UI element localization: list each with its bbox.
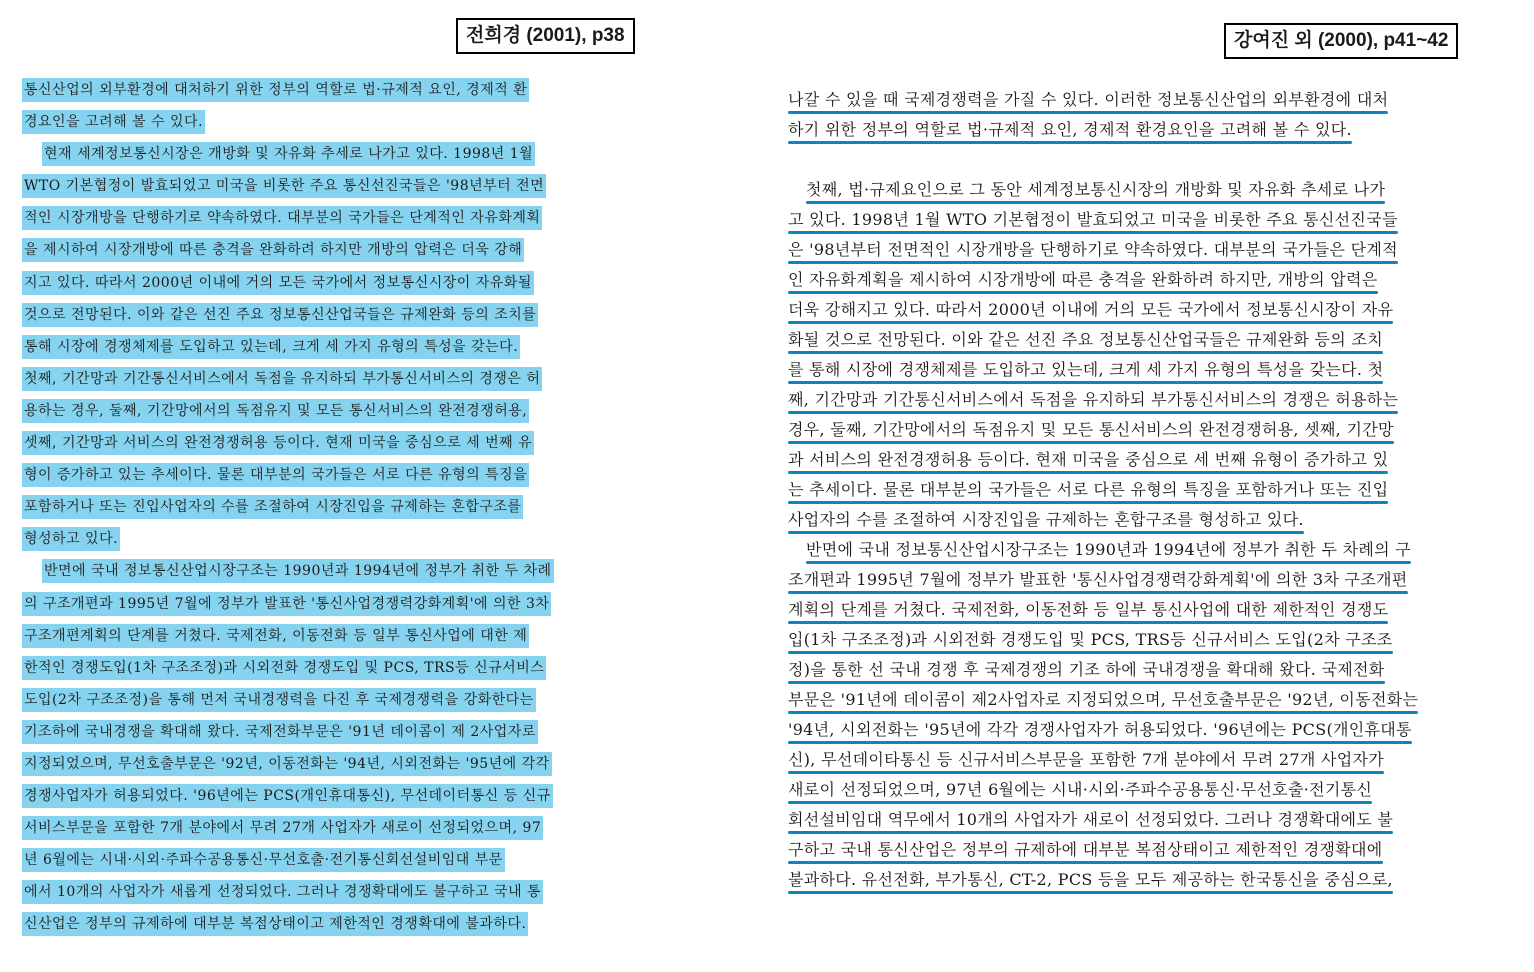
highlighted-line <box>22 876 638 908</box>
highlighted-line <box>22 395 638 427</box>
line-text: 화될 것으로 전망된다. 이와 같은 선진 주요 정보통신산업국들은 규제완화 등의 조치 <box>788 330 1383 349</box>
underline-mark <box>788 891 1393 894</box>
highlighted-text: 지고 있다. 따라서 2000년 이내에 거의 모든 국가에서 정보통신시장이 자유화될 <box>22 271 534 295</box>
highlighted-line <box>22 427 638 459</box>
underlined-line <box>788 298 1484 328</box>
underline-mark <box>788 411 1398 414</box>
highlighted-line <box>22 202 638 234</box>
highlighted-line <box>22 748 638 780</box>
highlighted-text: 을 제시하여 시장개방에 따른 충격을 완화하려 하지만 개방의 압력은 더욱 강해 <box>22 238 524 262</box>
underlined-line <box>788 628 1484 658</box>
highlighted-text: 경요인을 고려해 볼 수 있다. <box>22 110 205 134</box>
underline-mark <box>788 291 1378 294</box>
highlighted-line <box>22 780 638 812</box>
highlighted-text: 경쟁사업자가 허용되었다. '96년에는 PCS(개인휴대통신), 무선데이터통신 등 신규 <box>22 784 553 808</box>
highlighted-line <box>22 844 638 876</box>
underline-mark <box>788 351 1383 354</box>
underlined-line <box>788 328 1484 358</box>
underline-mark <box>788 771 1384 774</box>
underline-mark <box>788 861 1383 864</box>
highlighted-line <box>22 138 638 170</box>
underline-mark <box>806 201 1385 204</box>
underlined-line <box>788 418 1484 448</box>
line-text: 불과하다. 유선전화, 부가통신, CT-2, PCS 등을 모두 제공하는 한국통신을 중심으로, <box>788 870 1393 889</box>
underline-mark <box>788 681 1385 684</box>
underlined-line <box>788 868 1484 898</box>
line-text: 조개편과 1995년 7월에 정부가 발표한 '통신사업경쟁력강화계획'에 의한 3차 구조개편 <box>788 570 1408 589</box>
highlighted-text: 통신산업의 외부환경에 대처하기 위한 정부의 역할로 법·규제적 요인, 경제적 환 <box>22 78 529 102</box>
underlined-line <box>788 508 1484 538</box>
line-text: 입(1차 구조조정)과 시외전화 경쟁도입 및 PCS, TRS등 신규서비스 도입(2차 구조조 <box>788 630 1393 649</box>
highlighted-text: 포함하거나 또는 진입사업자의 수를 조절하여 시장진입을 규제하는 혼합구조를 <box>22 495 523 519</box>
line-text: 를 통해 시장에 경쟁체제를 도입하고 있는데, 크게 세 가지 유형의 특성을 갖는다. 첫 <box>788 360 1384 379</box>
highlighted-text: 통해 시장에 경쟁체제를 도입하고 있는데, 크게 세 가지 유형의 특성을 갖는다. <box>22 335 520 359</box>
line-text: 인 자유화계획을 제시하여 시장개방에 따른 충격을 완화하려 하지만, 개방의 압력은 <box>788 270 1378 289</box>
highlighted-text: 구조개편계획의 단계를 거쳤다. 국제전화, 이동전화 등 일부 통신사업에 대한 제 <box>22 624 529 648</box>
underline-mark <box>788 711 1418 714</box>
right-document-page <box>788 88 1484 898</box>
highlighted-line <box>22 588 638 620</box>
underline-mark <box>788 501 1388 504</box>
underlined-line <box>788 238 1484 268</box>
line-text: 구하고 국내 통신산업은 정부의 규제하에 대부분 복점상태이고 제한적인 경쟁확대에 <box>788 840 1383 859</box>
underlined-line <box>788 118 1484 148</box>
line-text: '94년, 시외전화는 '95년에 각각 경쟁사업자가 허용되었다. '96년에는 PCS(개인휴대통 <box>788 720 1412 739</box>
highlighted-line <box>22 170 638 202</box>
underline-mark <box>788 531 1304 534</box>
underlined-line <box>788 568 1484 598</box>
underlined-line <box>788 538 1484 568</box>
highlighted-line <box>22 716 638 748</box>
highlighted-line <box>22 299 638 331</box>
underlined-line <box>788 358 1484 388</box>
highlighted-text: 형성하고 있다. <box>22 527 120 551</box>
highlighted-text: 셋째, 기간망과 서비스의 완전경쟁허용 등이다. 현재 미국을 중심으로 세 번째 유 <box>22 431 534 455</box>
highlighted-text: 첫째, 기간망과 기간통신서비스에서 독점을 유지하되 부가통신서비스의 경쟁은 허 <box>22 367 542 391</box>
highlighted-text: 신산업은 정부의 규제하에 대부분 복점상태이고 제한적인 경쟁확대에 불과하다. <box>22 912 528 936</box>
underline-mark <box>788 381 1383 384</box>
line-text: 하기 위한 정부의 역할로 법·규제적 요인, 경제적 환경요인을 고려해 볼 수 있다. <box>788 120 1352 139</box>
line-text: 신), 무선데이타통신 등 신규서비스부문을 포함한 7개 분야에서 무려 27개 사업자가 <box>788 750 1385 769</box>
underline-mark <box>806 561 1411 564</box>
underlined-line <box>788 268 1484 298</box>
line-text: 고 있다. 1998년 1월 WTO 기본협정이 발효되었고 미국을 비롯한 주요 통신선진국들 <box>788 210 1398 229</box>
line-text: 은 '98년부터 전면적인 시장개방을 단행하기로 약속하였다. 대부분의 국가들은 단계적 <box>788 240 1398 259</box>
underline-mark <box>788 321 1393 324</box>
right-source-label: 강여진 외 (2000), p41~42 <box>1224 23 1458 59</box>
underlined-line <box>788 838 1484 868</box>
underline-mark <box>788 621 1388 624</box>
highlighted-line <box>22 363 638 395</box>
highlighted-text: 의 구조개편과 1995년 7월에 정부가 발표한 '통신사업경쟁력강화계획'에 의한 3차 <box>22 592 551 616</box>
highlighted-text: 년 6월에는 시내·시외·주파수공용통신·무선호출·전기통신회선설비임대 부문 <box>22 848 505 872</box>
underlined-line <box>788 478 1484 508</box>
highlighted-text: 형이 증가하고 있는 추세이다. 물론 대부분의 국가들은 서로 다른 유형의 특징을 <box>22 463 529 487</box>
highlighted-text: 용하는 경우, 둘째, 기간망에서의 독점유지 및 모든 통신서비스의 완전경쟁허용, <box>22 399 529 423</box>
underlined-line <box>788 388 1484 418</box>
highlighted-line <box>22 620 638 652</box>
underline-mark <box>788 651 1393 654</box>
highlighted-text: 한적인 경쟁도입(1차 구조조정)과 시외전화 경쟁도입 및 PCS, TRS등 신규서비스 <box>22 656 546 680</box>
underlined-line <box>788 598 1484 628</box>
underline-mark <box>788 441 1394 444</box>
line-text: 새로이 선정되었으며, 97년 6월에는 시내·시외·주파수공용통신·무선호출·전기통신 <box>788 780 1373 799</box>
highlighted-text: 에서 10개의 사업자가 새롭게 선정되었다. 그러나 경쟁확대에도 불구하고 국내 통 <box>22 880 543 904</box>
line-text: 경우, 둘째, 기간망에서의 독점유지 및 모든 통신서비스의 완전경쟁허용, 셋째, 기간망 <box>788 420 1394 439</box>
highlighted-line <box>22 267 638 299</box>
line-text: 정)을 통한 선 국내 경쟁 후 국제경쟁의 기조 하에 국내경쟁을 확대해 왔다. 국제전화 <box>788 660 1385 679</box>
line-text: 계획의 단계를 거쳤다. 국제전화, 이동전화 등 일부 통신사업에 대한 제한적인 경쟁도 <box>788 600 1389 619</box>
left-source-label: 전희경 (2001), p38 <box>456 18 635 54</box>
highlighted-text: 적인 시장개방을 단행하기로 약속하였다. 대부분의 국가들은 단계적인 자유화계획 <box>22 206 542 230</box>
underlined-line <box>788 778 1484 808</box>
highlighted-text: 서비스부문을 포함한 7개 분야에서 무려 27개 사업자가 새로이 선정되었으며, 97 <box>22 816 543 840</box>
line-text: 째, 기간망과 기간통신서비스에서 독점을 유지하되 부가통신서비스의 경쟁은 허용하는 <box>788 390 1399 409</box>
underline-mark <box>788 591 1408 594</box>
highlighted-line <box>22 908 638 940</box>
highlighted-text: WTO 기본협정이 발효되었고 미국을 비롯한 주요 통신선진국들은 '98년부터 전면 <box>22 174 546 198</box>
highlighted-line <box>22 106 638 138</box>
underlined-line <box>788 208 1484 238</box>
underline-mark <box>788 801 1372 804</box>
highlighted-line <box>22 523 638 555</box>
underline-mark <box>788 231 1398 234</box>
underlined-line <box>788 658 1484 688</box>
line-text: 나갈 수 있을 때 국제경쟁력을 가질 수 있다. 이러한 정보통신산업의 외부환경에 대처 <box>788 90 1389 109</box>
underline-mark <box>788 471 1388 474</box>
line-text: 는 추세이다. 물론 대부분의 국가들은 서로 다른 유형의 특징을 포함하거나 또는 진입 <box>788 480 1389 499</box>
underline-mark <box>788 831 1393 834</box>
highlighted-line <box>22 459 638 491</box>
underlined-line <box>788 448 1484 478</box>
underlined-line <box>788 808 1484 838</box>
highlighted-text: 것으로 전망된다. 이와 같은 선진 주요 정보통신산업국들은 규제완화 등의 조치를 <box>22 303 538 327</box>
highlighted-text: 기조하에 국내경쟁을 확대해 왔다. 국제전화부문은 '91년 데이콤이 제 2사업자로 <box>22 720 538 744</box>
highlighted-text: 현재 세계정보통신시장은 개방화 및 자유화 추세로 나가고 있다. 1998년 1월 <box>42 142 535 166</box>
highlighted-line <box>22 555 638 587</box>
line-text: 회선설비임대 역무에서 10개의 사업자가 새로이 선정되었다. 그러나 경쟁확대에도 불 <box>788 810 1394 829</box>
underline-mark <box>788 141 1352 144</box>
line-text: 사업자의 수를 조절하여 시장진입을 규제하는 혼합구조를 형성하고 있다. <box>788 510 1304 529</box>
underline-mark <box>788 741 1412 744</box>
underlined-line <box>788 748 1484 778</box>
highlighted-text: 지정되었으며, 무선호출부문은 '92년, 이동전화는 '94년, 시외전화는 '95년에 각각 <box>22 752 552 776</box>
highlighted-line <box>22 491 638 523</box>
underlined-line <box>788 88 1484 118</box>
line-text: 과 서비스의 완전경쟁허용 등이다. 현재 미국을 중심으로 세 번째 유형이 증가하고 있 <box>788 450 1389 469</box>
highlighted-text: 반면에 국내 정보통신산업시장구조는 1990년과 1994년에 정부가 취한 두 차례 <box>42 559 554 583</box>
highlighted-line <box>22 234 638 266</box>
line-text: 더욱 강해지고 있다. 따라서 2000년 이내에 거의 모든 국가에서 정보통신시장이 자유 <box>788 300 1394 319</box>
underlined-line <box>788 178 1484 208</box>
line-text: 반면에 국내 정보통신산업시장구조는 1990년과 1994년에 정부가 취한 두 차례의 구 <box>806 540 1411 559</box>
underlined-line <box>788 718 1484 748</box>
underlined-line <box>788 688 1484 718</box>
blank-line <box>788 148 1484 178</box>
highlighted-line <box>22 652 638 684</box>
highlighted-text: 도입(2차 구조조정)을 통해 먼저 국내경쟁력을 다진 후 국제경쟁력을 강화한다는 <box>22 688 536 712</box>
underline-mark <box>788 111 1388 114</box>
highlighted-line <box>22 812 638 844</box>
line-text: 첫째, 법·규제요인으로 그 동안 세계정보통신시장의 개방화 및 자유화 추세로 나가 <box>806 180 1386 199</box>
highlighted-line <box>22 684 638 716</box>
left-document-page <box>22 74 638 941</box>
line-text: 부문은 '91년에 데이콤이 제2사업자로 지정되었으며, 무선호출부문은 '92년, 이동전화는 <box>788 690 1419 709</box>
highlighted-line <box>22 331 638 363</box>
underline-mark <box>788 261 1398 264</box>
highlighted-line <box>22 74 638 106</box>
